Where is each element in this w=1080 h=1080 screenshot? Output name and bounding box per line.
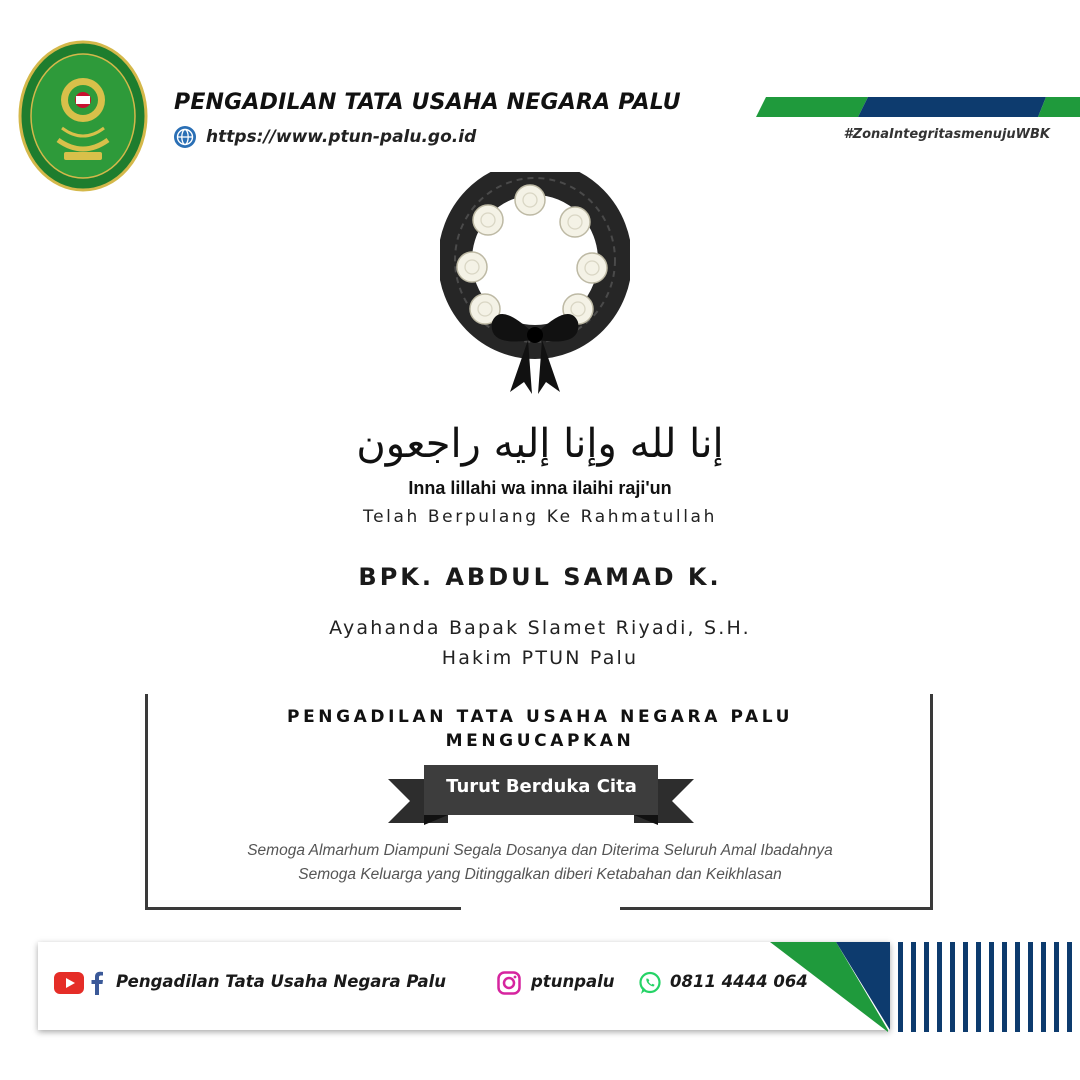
- ptun-logo: [18, 40, 148, 192]
- relation: Ayahanda Bapak Slamet Riyadi, S.H.: [329, 617, 751, 639]
- globe-icon: [173, 125, 197, 149]
- deceased-name: BPK. ABDUL SAMAD K.: [358, 563, 722, 591]
- whatsapp-number[interactable]: 0811 4444 064: [670, 972, 808, 991]
- prayer-line1: Semoga Almarhum Diampuni Segala Dosanya dan Diterima Seluruh Amal Ibadahnya: [247, 842, 833, 859]
- whatsapp-icon[interactable]: [638, 971, 662, 995]
- prayer-line2: Semoga Keluarga yang Ditinggalkan diberi Ketabahan dan Keikhlasan: [298, 866, 782, 883]
- box-border-bottom-right: [620, 907, 933, 910]
- hashtag: #ZonaIntegritasmenujuWBK: [843, 127, 1050, 142]
- facebook-icon[interactable]: [90, 971, 104, 995]
- footer-stripes: [770, 942, 1080, 1032]
- condolence-line2: MENGUCAPKAN: [445, 731, 635, 751]
- social-name[interactable]: Pengadilan Tata Usaha Negara Palu: [116, 972, 446, 991]
- position: Hakim PTUN Palu: [441, 647, 639, 669]
- condolence-line1: PENGADILAN TATA USAHA NEGARA PALU: [287, 707, 793, 727]
- youtube-icon[interactable]: [54, 972, 84, 994]
- instagram-handle[interactable]: ptunpalu: [531, 972, 615, 991]
- instagram-icon[interactable]: [497, 971, 521, 995]
- ribbon-label: Turut Berduka Cita: [446, 776, 637, 797]
- arabic-phrase: إنا لله وإنا إليه راجعون: [356, 421, 724, 467]
- statement: Telah Berpulang Ke Rahmatullah: [363, 507, 717, 527]
- box-border-bottom-left: [145, 907, 461, 910]
- funeral-wreath: [440, 172, 630, 397]
- website-url[interactable]: https://www.ptun-palu.go.id: [206, 127, 477, 147]
- transliteration: Inna lillahi wa inna ilaihi raji'un: [408, 478, 672, 498]
- header-stripes: [756, 97, 1080, 117]
- header-title: PENGADILAN TATA USAHA NEGARA PALU: [174, 90, 681, 115]
